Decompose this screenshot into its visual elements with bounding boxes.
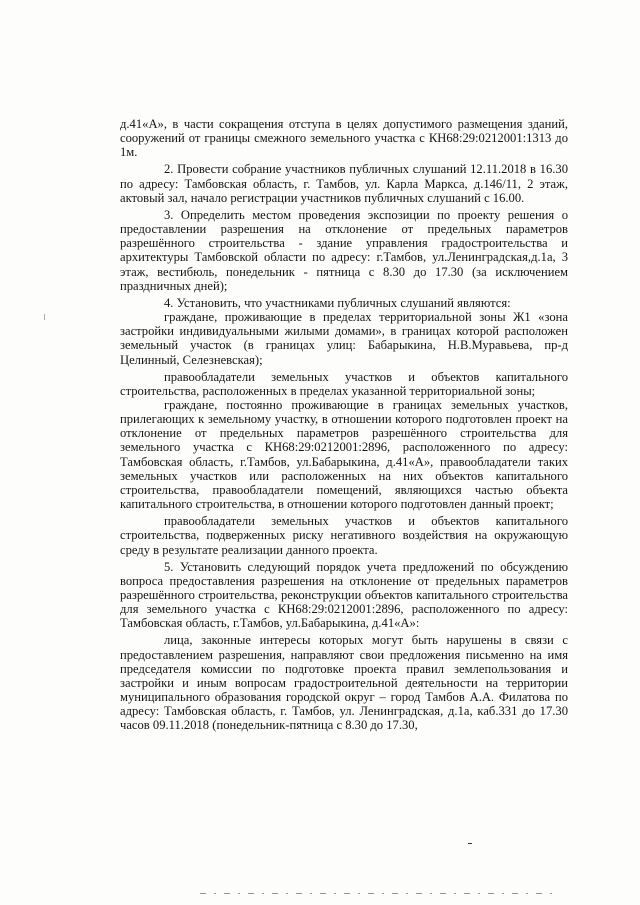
scan-mark — [468, 843, 472, 844]
paragraph-participants-owners: правообладатели земельных участков и объектов капитального строительства, расположенных в пределах указанной территориальной зоны; — [120, 369, 568, 398]
paragraph-participants-adjacent: граждане, постоянно проживающие в границах земельных участков, прилегающих к земельному участку, в отношении которого подготовлен проект на отклонение от предельных параметров разрешённого строительства для земельного участка с КН68:29:0212001:2896, расположенного по адресу: Тамбовская область, г.Тамбов, ул.Бабарыкина, д.41«А», правообладатели таких земельных участков или расположенных на них объектов капитального строительства, правообладатели помещений, являющихся частью объекта капитального строительства, в отношении которого подготовлен данный проект; — [120, 397, 568, 512]
paragraph-item-5: 5. Установить следующий порядок учета предложений по обсуждению вопроса предоставления разрешения на отклонение от предельных параметров разрешённого строительства, реконструкции объектов капитального строительства для земельного участка с КН68:29:0212001:2896, расположенного по адресу: Тамбовская область, г.Тамбов, ул.Бабарыкина, д.41«А»: — [120, 559, 568, 631]
paragraph-item-4: 4. Установить, что участниками публичных слушаний являются: — [164, 295, 511, 310]
paragraph-participants-risk: правообладатели земельных участков и объектов капитального строительства, подверженных риску негативного воздействия на окружающую среду в результате реализации данного проекта. — [120, 514, 568, 557]
paragraph-item-3: 3. Определить местом проведения экспозиции по проекту решения о предоставлении разрешения на отклонение от предельных параметров разрешённого строительства - здание управления градостроительства и архитектуры Тамбовской области по адресу: г.Тамбов, ул.Ленинградская,д.1а, 3 этаж, вестибюль, понедельник - пятница с 8.30 до 17.30 (за исключением праздничных дней); — [120, 207, 568, 293]
scan-mark — [44, 314, 45, 320]
paragraph-item-2: 2. Провести собрание участников публичных слушаний 12.11.2018 в 16.30 по адресу: Тамбовская область, г. Тамбов, ул. Карла Маркса, д.146/11, 2 этаж, актовый зал, начало регистрации участников публичных слушаний с 16.00. — [120, 162, 568, 205]
document-body — [120, 117, 568, 733]
paragraph-participants-residents: граждане, проживающие в пределах территориальной зоны Ж1 «зона застройки индивидуальными жилыми домами», в границах которой расположен земельный участок (в границах улиц: Бабарыкина, Н.В.Муравьева, пр-д Целинный, Селезневская); — [120, 310, 568, 367]
bottom-scan-artifact — [200, 893, 560, 894]
paragraph-continuation: д.41«А», в части сокращения отступа в целях допустимого размещения зданий, сооружений от границы смежного земельного участка с КН68:29:0212001:1313 до 1м. — [120, 117, 568, 160]
paragraph-proposals: лица, законные интересы которых могут быть нарушены в связи с предоставлением разрешения, направляют свои предложения письменно на имя председателя комиссии по подготовке проекта правил землепользования и застройки и иным вопросам градостроительной деятельности на территории муниципального образования городской округ – город Тамбов А.А. Филатова по адресу: Тамбовская область, г. Тамбов, ул. Ленинградская, д.1а, каб.331 до 17.30 часов 09.11.2018 (понедельник-пятница с 8.30 до 17.30, — [120, 633, 568, 733]
